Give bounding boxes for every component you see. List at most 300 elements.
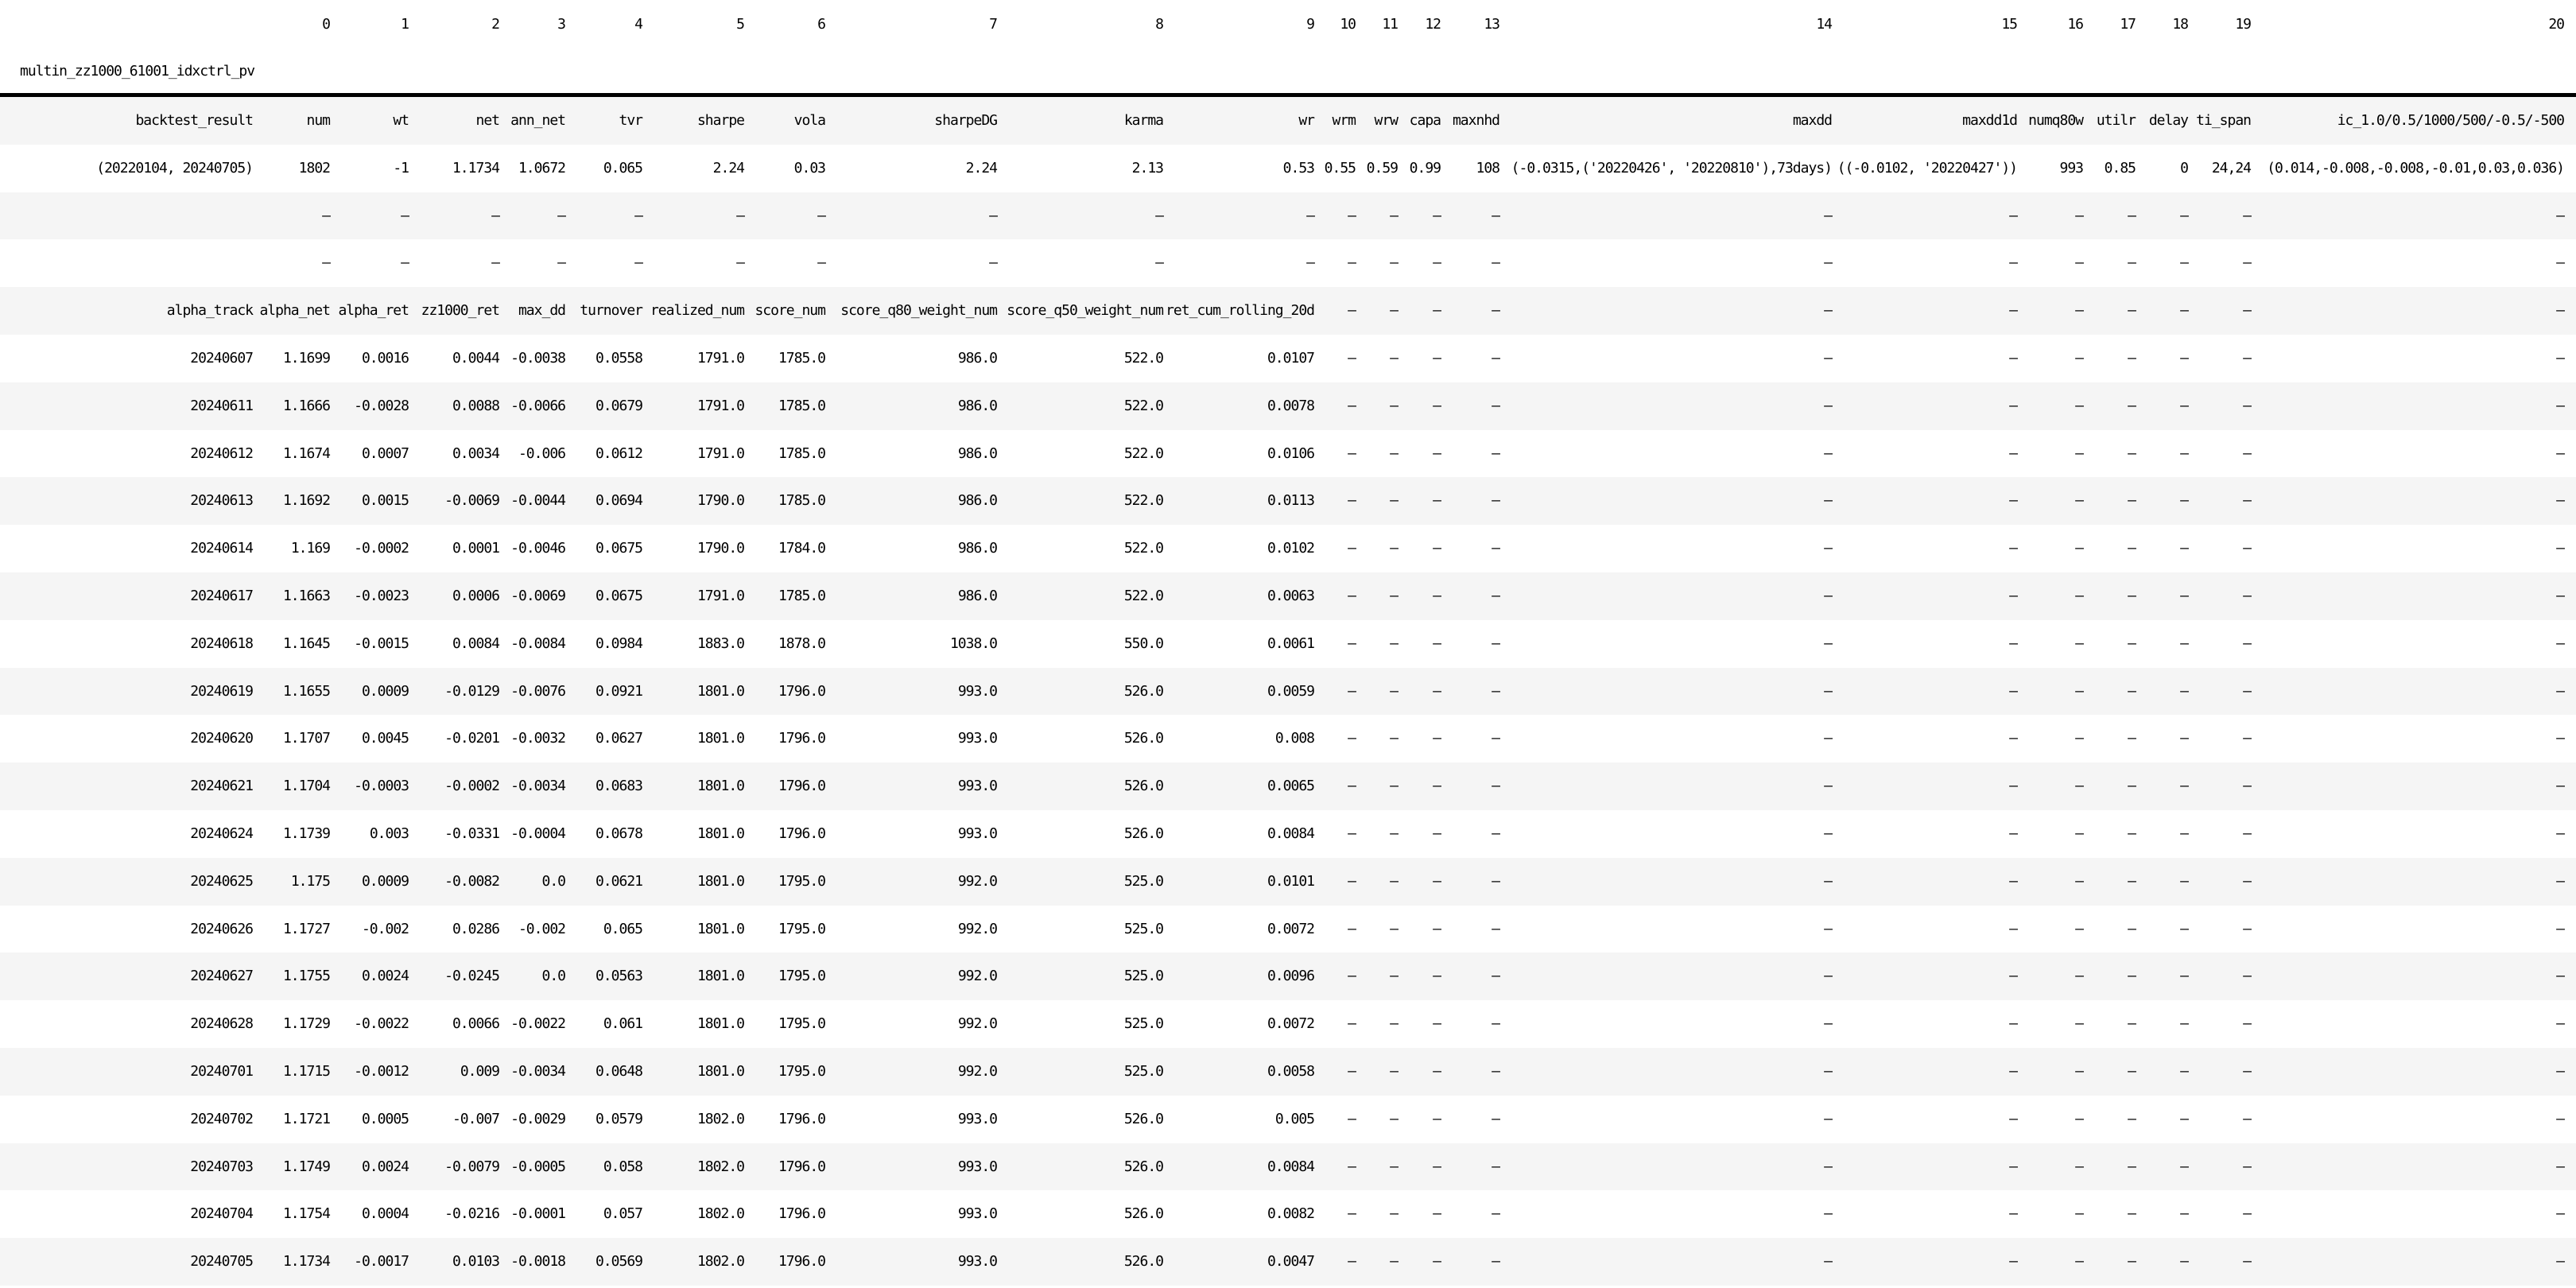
subheader-row	[0, 287, 2576, 335]
value-cell: —	[2243, 444, 2251, 462]
value-cell: —	[2075, 968, 2083, 985]
value-cell: 0.99	[1409, 159, 1441, 177]
value-cell: —	[2180, 207, 2188, 224]
value-cell: —	[2180, 968, 2188, 985]
value-cell: 2.13	[1131, 159, 1163, 177]
value-cell: —	[2009, 634, 2017, 652]
value-cell: —	[1390, 587, 1398, 604]
value-cell: —	[2075, 682, 2083, 700]
value-cell: —	[2128, 1015, 2136, 1033]
value-cell: -0.0245	[444, 968, 499, 985]
header-cell: ann_net	[499, 95, 565, 145]
value-cell: -0.0082	[444, 872, 499, 890]
column-index-label: 6	[817, 16, 825, 33]
value-cell: —	[2128, 872, 2136, 890]
value-cell: —	[2075, 349, 2083, 367]
value-cell: 0.0113	[1267, 492, 1314, 510]
value-cell: —	[2180, 778, 2188, 795]
value-cell: 0.85	[2104, 159, 2136, 177]
header-cell: maxdd	[1499, 95, 1832, 145]
value-cell: —	[1348, 1253, 1356, 1271]
value-cell: —	[2243, 920, 2251, 937]
value-cell: —	[1824, 824, 1832, 842]
table-row	[0, 952, 2576, 1000]
header-cell: maxdd1d	[1832, 95, 2017, 145]
index-cell: 20240618	[190, 634, 253, 652]
value-cell: -0.0029	[510, 1110, 565, 1127]
subheader-cell: —	[1390, 302, 1398, 320]
value-cell: —	[1306, 207, 1314, 224]
column-index-label: 12	[1425, 16, 1441, 33]
value-cell: 1.1704	[282, 778, 330, 795]
value-cell: 0.0084	[1267, 824, 1314, 842]
value-cell: -0.0012	[354, 1062, 409, 1080]
column-index-label: 17	[2120, 16, 2136, 33]
value-cell: —	[2075, 872, 2083, 890]
value-cell: —	[2075, 207, 2083, 224]
column-index-label: 8	[1155, 16, 1163, 33]
value-cell: —	[1390, 492, 1398, 510]
value-cell: —	[1492, 968, 1499, 985]
value-cell: —	[2243, 1253, 2251, 1271]
value-cell: —	[2556, 1253, 2564, 1271]
header-cell: capa	[1398, 95, 1441, 145]
value-cell: —	[1390, 349, 1398, 367]
value-cell: 0.0084	[1267, 1158, 1314, 1175]
value-cell: —	[2128, 778, 2136, 795]
value-cell: 0.061	[603, 1015, 642, 1033]
value-cell: —	[1433, 682, 1441, 700]
value-cell: —	[1390, 1062, 1398, 1080]
value-cell: —	[1492, 254, 1499, 272]
value-cell: 1.1755	[282, 968, 330, 985]
value-cell: —	[1390, 444, 1398, 462]
value-cell: —	[1348, 824, 1356, 842]
value-cell: —	[2009, 254, 2017, 272]
value-cell: 522.0	[1123, 444, 1163, 462]
value-cell: —	[1824, 1015, 1832, 1033]
value-cell: 0.0558	[595, 349, 642, 367]
value-cell: —	[1433, 778, 1441, 795]
value-cell: —	[1492, 1158, 1499, 1175]
value-cell: —	[401, 207, 409, 224]
value-cell: 526.0	[1123, 1205, 1163, 1223]
value-cell: 993.0	[957, 1110, 997, 1127]
value-cell: —	[817, 207, 825, 224]
column-index-label: 13	[1484, 16, 1499, 33]
subheader-cell: —	[2009, 302, 2017, 320]
table-row	[0, 715, 2576, 762]
subheader-cell: alpha_ret	[338, 302, 409, 320]
value-cell: —	[1433, 207, 1441, 224]
value-cell: —	[1433, 1205, 1441, 1223]
index-cell: 20240703	[190, 1158, 253, 1175]
subheader-cell: alpha_net	[259, 302, 330, 320]
value-cell: —	[2075, 1062, 2083, 1080]
value-cell: —	[2180, 1015, 2188, 1033]
value-cell: —	[2009, 1253, 2017, 1271]
value-cell: 0.0072	[1267, 1015, 1314, 1033]
column-index-label: 0	[322, 16, 330, 33]
value-cell: —	[1433, 254, 1441, 272]
value-cell: —	[2556, 1205, 2564, 1223]
value-cell: —	[1390, 634, 1398, 652]
value-cell: —	[1824, 587, 1832, 604]
value-cell: -1	[393, 159, 409, 177]
value-cell: 1785.0	[778, 587, 825, 604]
value-cell: 1.175	[290, 872, 330, 890]
value-cell: -0.0032	[510, 730, 565, 747]
value-cell: 1802.0	[696, 1205, 744, 1223]
value-cell: —	[1155, 207, 1163, 224]
value-cell: -0.0046	[510, 540, 565, 557]
value-cell: 0.0286	[452, 920, 499, 937]
column-index-label: 20	[2548, 16, 2564, 33]
value-cell: —	[2009, 824, 2017, 842]
column-index-label: 4	[634, 16, 642, 33]
value-cell: —	[2128, 920, 2136, 937]
value-cell: 0.0059	[1267, 682, 1314, 700]
value-cell: 1801.0	[696, 920, 744, 937]
column-index-label: 5	[736, 16, 744, 33]
value-cell: —	[2556, 349, 2564, 367]
value-cell: 1796.0	[778, 730, 825, 747]
value-cell: 1.0672	[518, 159, 565, 177]
value-cell: 0.0102	[1267, 540, 1314, 557]
value-cell: 0.0015	[361, 492, 409, 510]
index-cell: 20240620	[190, 730, 253, 747]
value-cell: —	[2009, 682, 2017, 700]
value-cell: —	[1824, 1110, 1832, 1127]
table-row	[0, 1000, 2576, 1048]
value-cell: —	[1433, 349, 1441, 367]
value-cell: 0.0009	[361, 682, 409, 700]
column-index-label: 3	[557, 16, 565, 33]
value-cell: 1795.0	[778, 872, 825, 890]
value-cell: 1.1663	[282, 587, 330, 604]
value-cell: —	[1824, 968, 1832, 985]
value-cell: —	[1390, 682, 1398, 700]
value-cell: —	[2556, 254, 2564, 272]
header-cell: numq80w	[2017, 95, 2083, 145]
value-cell: (0.014,-0.008,-0.008,-0.01,0.03,0.036)	[2267, 159, 2564, 177]
table-row	[0, 906, 2576, 953]
value-cell: —	[2180, 682, 2188, 700]
value-cell: —	[817, 254, 825, 272]
value-cell: -0.0004	[510, 824, 565, 842]
value-cell: -0.0005	[510, 1158, 565, 1175]
value-cell: -0.0034	[510, 778, 565, 795]
value-cell: 0.0103	[452, 1253, 499, 1271]
index-cell: 20240619	[190, 682, 253, 700]
subheader-cell: ret_cum_rolling_20d	[1166, 302, 1314, 320]
value-cell: 1.1692	[282, 492, 330, 510]
value-cell: 1791.0	[696, 587, 744, 604]
value-cell: 0	[2180, 159, 2188, 177]
value-cell: —	[2075, 634, 2083, 652]
index-cell: 20240625	[190, 872, 253, 890]
value-cell: —	[1492, 872, 1499, 890]
value-cell: 0.058	[603, 1158, 642, 1175]
value-cell: —	[2128, 254, 2136, 272]
value-cell: —	[2009, 397, 2017, 414]
subheader-cell: —	[2128, 302, 2136, 320]
value-cell: —	[1348, 1110, 1356, 1127]
value-cell: —	[2128, 540, 2136, 557]
value-cell: 0.0084	[452, 634, 499, 652]
value-cell: —	[1492, 1253, 1499, 1271]
value-cell: 0.0096	[1267, 968, 1314, 985]
value-cell: 993	[2059, 159, 2083, 177]
value-cell: —	[2180, 587, 2188, 604]
header-cell: num	[253, 95, 330, 145]
value-cell: 1801.0	[696, 1062, 744, 1080]
value-cell: —	[2009, 587, 2017, 604]
subheader-cell: —	[2556, 302, 2564, 320]
subheader-cell: max_dd	[518, 302, 565, 320]
value-cell: 993.0	[957, 682, 997, 700]
value-cell: —	[2075, 540, 2083, 557]
value-cell: 986.0	[957, 587, 997, 604]
value-cell: —	[1348, 540, 1356, 557]
value-cell: —	[2009, 1110, 2017, 1127]
table-row	[0, 1238, 2576, 1286]
index-cell: 20240612	[190, 444, 253, 462]
value-cell: -0.0001	[510, 1205, 565, 1223]
index-cell: 20240607	[190, 349, 253, 367]
value-cell: 1785.0	[778, 349, 825, 367]
value-cell: 1795.0	[778, 920, 825, 937]
value-cell: —	[989, 207, 997, 224]
value-cell: 1801.0	[696, 682, 744, 700]
value-cell: 1796.0	[778, 682, 825, 700]
table-row	[0, 192, 2576, 240]
value-cell: 0.0	[541, 872, 565, 890]
value-cell: 0.0679	[595, 397, 642, 414]
value-cell: —	[634, 207, 642, 224]
value-cell: —	[1433, 634, 1441, 652]
value-cell: 1.1707	[282, 730, 330, 747]
value-cell: 0.0569	[595, 1253, 642, 1271]
value-cell: 0.0082	[1267, 1205, 1314, 1223]
value-cell: —	[2009, 730, 2017, 747]
value-cell: —	[2180, 824, 2188, 842]
value-cell: 1790.0	[696, 540, 744, 557]
header-cell: wr	[1163, 95, 1314, 145]
value-cell: 1878.0	[778, 634, 825, 652]
value-cell: —	[2243, 1158, 2251, 1175]
value-cell: —	[2556, 872, 2564, 890]
value-cell: 0.0009	[361, 872, 409, 890]
value-cell: 1795.0	[778, 1015, 825, 1033]
value-cell: 1.1645	[282, 634, 330, 652]
value-cell: —	[1390, 778, 1398, 795]
value-cell: —	[1824, 634, 1832, 652]
subheader-cell: turnover	[580, 302, 642, 320]
value-cell: —	[2243, 634, 2251, 652]
value-cell: 1801.0	[696, 730, 744, 747]
value-cell: 1796.0	[778, 1253, 825, 1271]
header-cell: wrm	[1314, 95, 1356, 145]
value-cell: —	[2180, 254, 2188, 272]
value-cell: 1.1734	[282, 1253, 330, 1271]
value-cell: 525.0	[1123, 920, 1163, 937]
value-cell: -0.0022	[354, 1015, 409, 1033]
value-cell: 522.0	[1123, 540, 1163, 557]
value-cell: —	[1348, 682, 1356, 700]
value-cell: —	[1492, 349, 1499, 367]
value-cell: -0.006	[518, 444, 565, 462]
value-cell: 986.0	[957, 492, 997, 510]
value-cell: —	[2128, 730, 2136, 747]
value-cell: —	[1348, 254, 1356, 272]
subheader-cell: score_q50_weight_num	[1007, 302, 1163, 320]
value-cell: 0.0044	[452, 349, 499, 367]
value-cell: —	[2556, 1110, 2564, 1127]
header-cell: backtest_result	[0, 95, 253, 145]
value-cell: -0.0038	[510, 349, 565, 367]
value-cell: —	[2180, 1110, 2188, 1127]
header-cell: ti_span	[2188, 95, 2251, 145]
value-cell: —	[2556, 397, 2564, 414]
value-cell: 522.0	[1123, 587, 1163, 604]
table-row	[0, 382, 2576, 430]
value-cell: —	[1348, 349, 1356, 367]
value-cell: 1.1727	[282, 920, 330, 937]
value-cell: 1791.0	[696, 444, 744, 462]
value-cell: —	[2180, 1062, 2188, 1080]
value-cell: 986.0	[957, 540, 997, 557]
value-cell: 992.0	[957, 968, 997, 985]
value-cell: —	[1348, 1205, 1356, 1223]
table-row	[0, 525, 2576, 572]
value-cell: —	[2128, 968, 2136, 985]
value-cell: —	[2075, 1205, 2083, 1223]
value-cell: —	[1390, 1205, 1398, 1223]
value-cell: 0.0047	[1267, 1253, 1314, 1271]
header-row	[0, 95, 2576, 145]
value-cell: —	[2556, 1015, 2564, 1033]
column-index-label: 16	[2067, 16, 2083, 33]
value-cell: —	[1433, 730, 1441, 747]
value-cell: —	[2075, 824, 2083, 842]
value-cell: 993.0	[957, 778, 997, 795]
value-cell: —	[2180, 349, 2188, 367]
value-cell: 1.1715	[282, 1062, 330, 1080]
value-cell: —	[2128, 587, 2136, 604]
value-cell: 993.0	[957, 1253, 997, 1271]
value-cell: —	[1824, 492, 1832, 510]
value-cell: —	[2009, 872, 2017, 890]
value-cell: —	[2556, 778, 2564, 795]
value-cell: —	[1348, 968, 1356, 985]
value-cell: —	[2556, 920, 2564, 937]
table-row	[0, 1096, 2576, 1143]
value-cell: 1801.0	[696, 824, 744, 842]
value-cell: 0.0024	[361, 1158, 409, 1175]
value-cell: —	[1348, 730, 1356, 747]
value-cell: —	[1824, 1205, 1832, 1223]
column-index-label: 7	[989, 16, 997, 33]
value-cell: 993.0	[957, 1158, 997, 1175]
value-cell: 992.0	[957, 872, 997, 890]
value-cell: 0.0016	[361, 349, 409, 367]
value-cell: 1802.0	[696, 1158, 744, 1175]
value-cell: 1785.0	[778, 492, 825, 510]
value-cell: —	[2243, 730, 2251, 747]
value-cell: —	[2128, 824, 2136, 842]
value-cell: 525.0	[1123, 968, 1163, 985]
value-cell: 0.03	[793, 159, 825, 177]
value-cell: 2.24	[965, 159, 997, 177]
value-cell: —	[557, 207, 565, 224]
column-index-row	[0, 0, 2576, 49]
value-cell: —	[2128, 207, 2136, 224]
subheader-cell: —	[2243, 302, 2251, 320]
value-cell: 1795.0	[778, 968, 825, 985]
value-cell: —	[2009, 444, 2017, 462]
value-cell: —	[1390, 968, 1398, 985]
value-cell: —	[491, 254, 499, 272]
value-cell: —	[2556, 540, 2564, 557]
value-cell: —	[1824, 730, 1832, 747]
subheader-cell: score_q80_weight_num	[840, 302, 997, 320]
value-cell: —	[1433, 824, 1441, 842]
value-cell: —	[1433, 1158, 1441, 1175]
value-cell: —	[1348, 872, 1356, 890]
value-cell: —	[2556, 634, 2564, 652]
table-row	[0, 477, 2576, 525]
value-cell: —	[1824, 397, 1832, 414]
header-cell: utilr	[2083, 95, 2136, 145]
value-cell: —	[322, 254, 330, 272]
value-cell: —	[1348, 1158, 1356, 1175]
value-cell: —	[736, 207, 744, 224]
value-cell: 1.1739	[282, 824, 330, 842]
value-cell: -0.0022	[510, 1015, 565, 1033]
value-cell: —	[1390, 920, 1398, 937]
value-cell: 0.0921	[595, 682, 642, 700]
value-cell: 0.0107	[1267, 349, 1314, 367]
value-cell: 0.0101	[1267, 872, 1314, 890]
value-cell: —	[2009, 1205, 2017, 1223]
table-row	[0, 239, 2576, 287]
value-cell: —	[2075, 492, 2083, 510]
value-cell: 1801.0	[696, 872, 744, 890]
index-cell: 20240702	[190, 1110, 253, 1127]
value-cell: 0.057	[603, 1205, 642, 1223]
index-cell: 20240628	[190, 1015, 253, 1033]
value-cell: -0.0002	[354, 540, 409, 557]
value-cell: —	[1390, 872, 1398, 890]
value-cell: —	[2180, 634, 2188, 652]
value-cell: 0.59	[1366, 159, 1398, 177]
value-cell: —	[1433, 1062, 1441, 1080]
value-cell: —	[1492, 1110, 1499, 1127]
value-cell: 1801.0	[696, 1015, 744, 1033]
value-cell: 108	[1476, 159, 1499, 177]
value-cell: -0.0002	[444, 778, 499, 795]
value-cell: 1802.0	[696, 1110, 744, 1127]
value-cell: —	[2075, 778, 2083, 795]
value-cell: —	[2243, 968, 2251, 985]
value-cell: —	[1306, 254, 1314, 272]
value-cell: —	[1824, 778, 1832, 795]
subheader-cell: realized_num	[650, 302, 744, 320]
value-cell: —	[2075, 1015, 2083, 1033]
value-cell: 993.0	[957, 730, 997, 747]
value-cell: —	[1348, 492, 1356, 510]
